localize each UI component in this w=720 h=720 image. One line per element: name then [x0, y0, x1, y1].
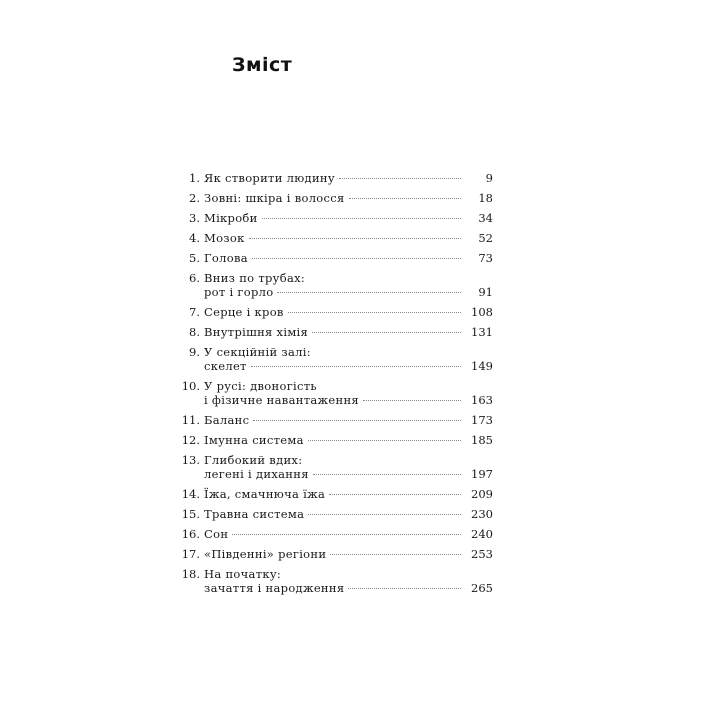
toc-entry-line — [168, 379, 493, 393]
toc-page-number: 209 — [471, 487, 493, 501]
toc-entry-number: 3. — [189, 211, 200, 225]
toc-entry-number: 8. — [189, 325, 200, 339]
toc-entry[interactable] — [168, 527, 493, 541]
toc-page-number: 108 — [471, 305, 493, 319]
toc-entry-line — [168, 271, 493, 285]
toc-page-number: 230 — [471, 507, 493, 521]
toc-entry-line — [168, 231, 493, 245]
toc-entry-title: Внутрішня хімія — [204, 325, 309, 339]
toc-dot-leader — [262, 218, 461, 219]
toc-entry-number: 7. — [189, 305, 200, 319]
toc-entry-line — [168, 581, 493, 595]
toc-entry-number: 16. — [181, 527, 200, 541]
toc-dot-leader — [308, 440, 461, 441]
toc-entry-title: Мозок — [204, 231, 245, 245]
toc-entry[interactable] — [168, 379, 493, 407]
toc-entry-number: 14. — [181, 487, 200, 501]
toc-entry-line — [168, 393, 493, 407]
toc-entry-title: рот і горло — [204, 285, 274, 299]
table-of-contents — [168, 171, 493, 601]
toc-entry-number: 10. — [181, 379, 200, 393]
toc-entry-title: На початку: — [204, 567, 282, 581]
toc-entry-line — [168, 251, 493, 265]
toc-page-number: 149 — [471, 359, 493, 373]
toc-entry-title: Як створити людину — [204, 171, 335, 185]
toc-entry[interactable] — [168, 433, 493, 447]
page-title: Зміст — [232, 54, 293, 76]
toc-entry-line — [168, 487, 493, 501]
toc-entry-line — [168, 285, 493, 299]
toc-entry[interactable] — [168, 305, 493, 319]
toc-entry[interactable] — [168, 413, 493, 427]
toc-entry-title: Сон — [204, 527, 229, 541]
toc-entry[interactable] — [168, 507, 493, 521]
toc-page-number: 9 — [485, 171, 493, 185]
toc-entry-number: 2. — [189, 191, 200, 205]
toc-entry-line — [168, 325, 493, 339]
toc-dot-leader — [308, 514, 461, 515]
toc-page-number: 163 — [471, 393, 493, 407]
toc-entry-title: легені і дихання — [204, 467, 309, 481]
toc-page-number: 18 — [478, 191, 493, 205]
toc-entry-line — [168, 305, 493, 319]
toc-entry-line — [168, 359, 493, 373]
toc-entry-line — [168, 507, 493, 521]
toc-page-number: 173 — [471, 413, 493, 427]
toc-entry-line — [168, 467, 493, 481]
toc-entry-title: Мікроби — [204, 211, 258, 225]
toc-entry-title: Імунна система — [204, 433, 304, 447]
toc-dot-leader — [363, 400, 461, 401]
toc-dot-leader — [339, 178, 461, 179]
toc-page-number: 34 — [478, 211, 493, 225]
toc-entry-line — [168, 433, 493, 447]
toc-entry-number: 4. — [189, 231, 200, 245]
toc-entry[interactable] — [168, 453, 493, 481]
toc-page-number: 265 — [471, 581, 493, 595]
toc-entry[interactable] — [168, 231, 493, 245]
toc-page-number: 73 — [478, 251, 493, 265]
toc-page-number: 253 — [471, 547, 493, 561]
toc-entry[interactable] — [168, 345, 493, 373]
toc-dot-leader — [253, 420, 461, 421]
toc-entry-title: Голова — [204, 251, 248, 265]
toc-entry-line — [168, 547, 493, 561]
toc-entry-title: У секційній залі: — [204, 345, 311, 359]
toc-entry-number: 9. — [189, 345, 200, 359]
toc-entry-line — [168, 453, 493, 467]
toc-entry-number: 5. — [189, 251, 200, 265]
toc-entry-line — [168, 171, 493, 185]
toc-entry-title: Вниз по трубах: — [204, 271, 306, 285]
toc-entry-number: 15. — [181, 507, 200, 521]
toc-entry-number: 12. — [181, 433, 200, 447]
toc-entry-title: У русі: двоногість — [204, 379, 317, 393]
toc-entry-title: Травна система — [204, 507, 305, 521]
toc-entry-title: Серце і кров — [204, 305, 284, 319]
toc-page-number: 197 — [471, 467, 493, 481]
toc-entry-title: зачаття і народження — [204, 581, 345, 595]
toc-entry-line — [168, 191, 493, 205]
toc-dot-leader — [232, 534, 461, 535]
toc-entry-line — [168, 413, 493, 427]
toc-entry[interactable] — [168, 251, 493, 265]
toc-dot-leader — [252, 258, 461, 259]
toc-dot-leader — [288, 312, 461, 313]
toc-entry-number: 13. — [181, 453, 200, 467]
toc-dot-leader — [251, 366, 461, 367]
toc-dot-leader — [249, 238, 461, 239]
toc-entry-number: 6. — [189, 271, 200, 285]
toc-dot-leader — [348, 588, 461, 589]
toc-entry-line — [168, 527, 493, 541]
toc-page-number: 131 — [471, 325, 493, 339]
toc-entry-title: Баланс — [204, 413, 250, 427]
toc-entry-title: «Південні» регіони — [204, 547, 327, 561]
toc-entry[interactable] — [168, 271, 493, 299]
toc-entry-number: 1. — [189, 171, 200, 185]
toc-entry-title: скелет — [204, 359, 247, 373]
toc-dot-leader — [313, 474, 461, 475]
toc-entry-number: 17. — [181, 547, 200, 561]
toc-dot-leader — [330, 554, 461, 555]
toc-page-number: 185 — [471, 433, 493, 447]
toc-entry[interactable] — [168, 325, 493, 339]
toc-entry-title: Їжа, смачнюча їжа — [204, 487, 326, 501]
toc-entry[interactable] — [168, 567, 493, 595]
toc-page-number: 240 — [471, 527, 493, 541]
toc-entry-number: 18. — [181, 567, 200, 581]
toc-entry-title: і фізичне навантаження — [204, 393, 359, 407]
toc-entry-line — [168, 211, 493, 225]
toc-dot-leader — [312, 332, 461, 333]
toc-entry[interactable] — [168, 191, 493, 205]
toc-dot-leader — [277, 292, 461, 293]
toc-entry-line — [168, 345, 493, 359]
toc-page-number: 91 — [478, 285, 493, 299]
toc-entry-title: Глибокий вдих: — [204, 453, 303, 467]
toc-entry[interactable] — [168, 211, 493, 225]
toc-entry-number: 11. — [181, 413, 200, 427]
toc-entry[interactable] — [168, 547, 493, 561]
toc-dot-leader — [329, 494, 461, 495]
toc-entry[interactable] — [168, 171, 493, 185]
toc-entry-title: Зовні: шкіра і волосся — [204, 191, 345, 205]
toc-entry[interactable] — [168, 487, 493, 501]
toc-dot-leader — [349, 198, 461, 199]
toc-entry-line — [168, 567, 493, 581]
toc-page-number: 52 — [478, 231, 493, 245]
